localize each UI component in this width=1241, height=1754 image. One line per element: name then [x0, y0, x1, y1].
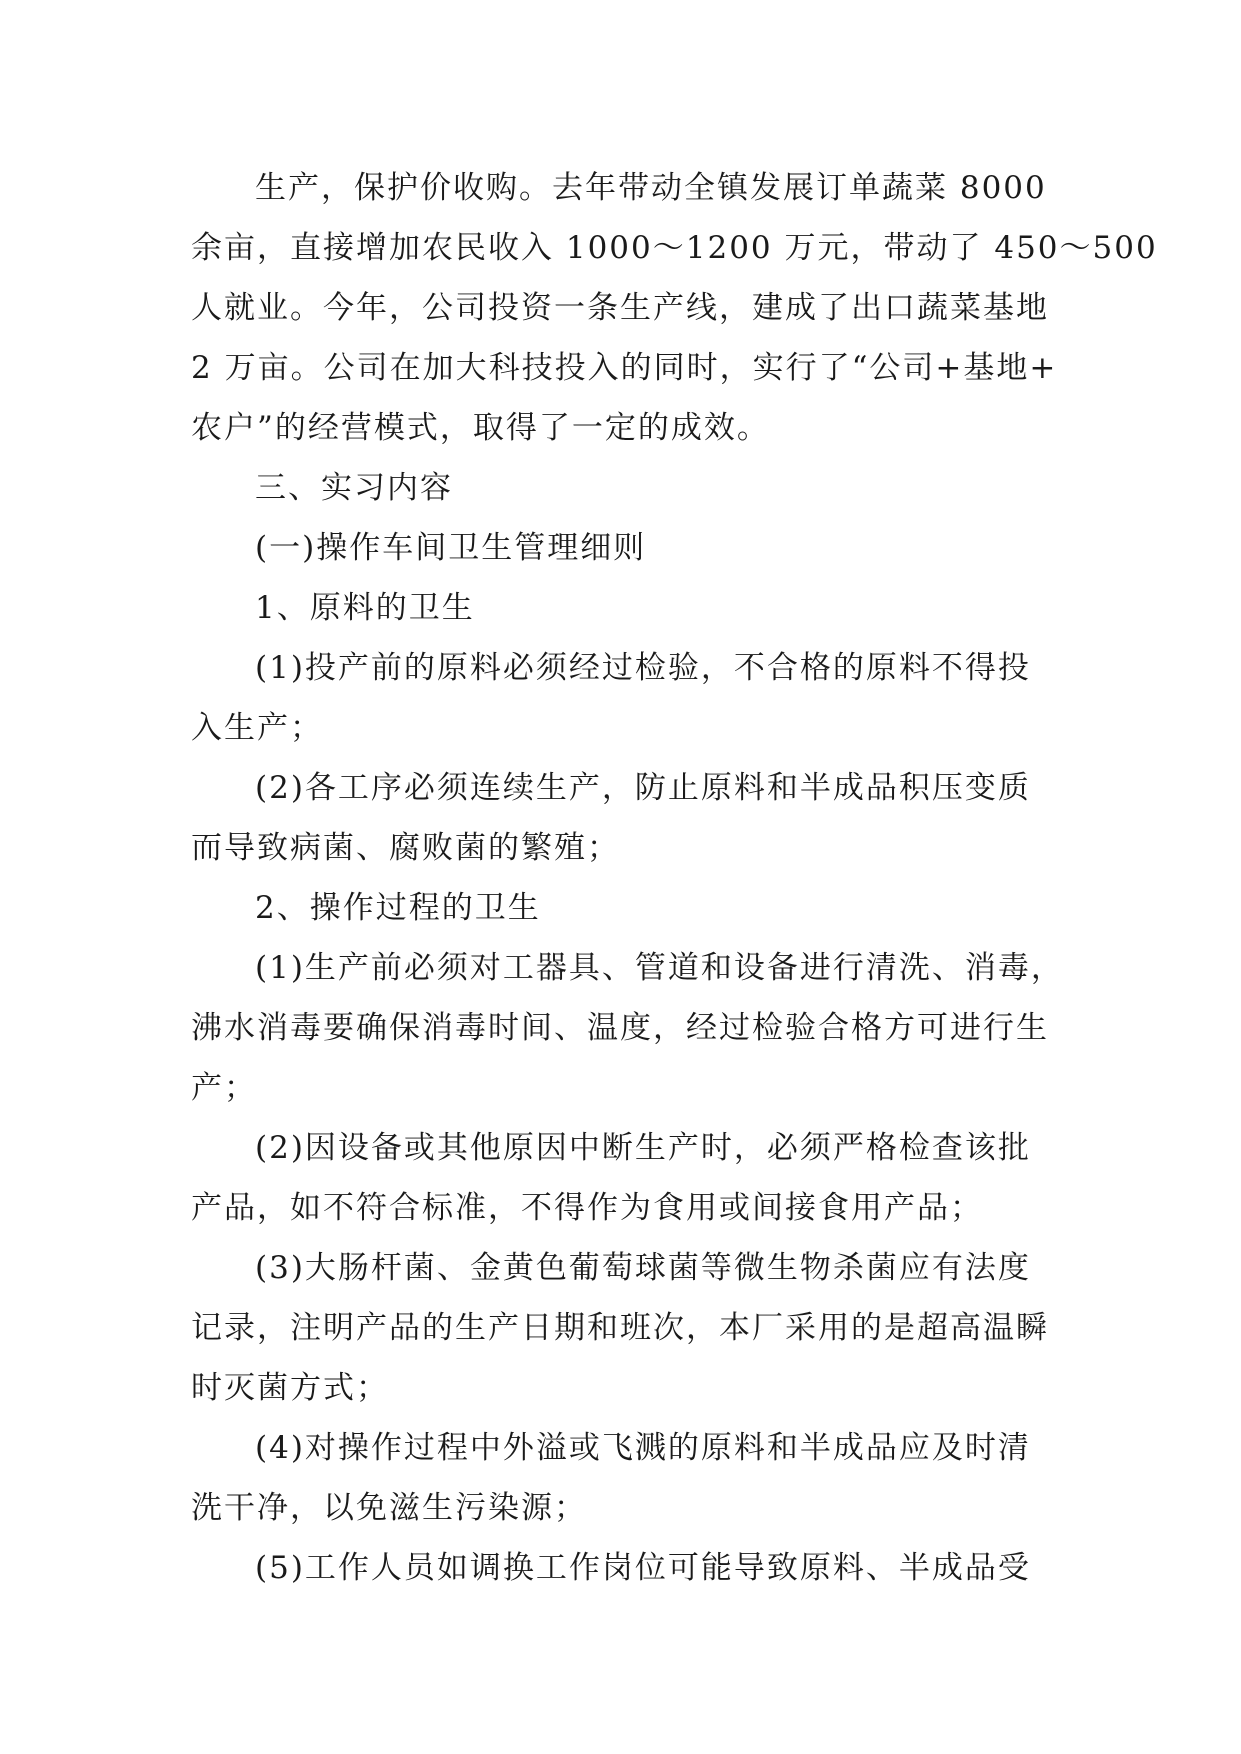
paragraph-line: 2 万亩。公司在加大科技投入的同时，实行了“公司+基地+: [191, 350, 1058, 386]
list-item-line: 而导致病菌、腐败菌的繁殖；: [191, 830, 620, 866]
paragraph-line: 农户”的经营模式，取得了一定的成效。: [191, 410, 770, 446]
list-item-line: (1)生产前必须对工器具、管道和设备进行清洗、消毒，: [255, 950, 1064, 986]
list-item-line: (3)大肠杆菌、金黄色葡萄球菌等微生物杀菌应有法度: [255, 1250, 1031, 1286]
list-item-line: (2)因设备或其他原因中断生产时，必须严格检查该批: [255, 1130, 1031, 1166]
list-item-line: (5)工作人员如调换工作岗位可能导致原料、半成品受: [255, 1550, 1031, 1586]
item-heading: 2、操作过程的卫生: [255, 890, 541, 926]
list-item-line: 入生产；: [191, 710, 323, 746]
paragraph-line: 余亩，直接增加农民收入 1000～1200 万元，带动了 450～500: [191, 230, 1158, 266]
paragraph-line: 生产，保护价收购。去年带动全镇发展订单蔬菜 8000: [255, 170, 1047, 206]
subsection-heading: (一)操作车间卫生管理细则: [255, 530, 647, 566]
list-item-line: 时灭菌方式；: [191, 1370, 389, 1406]
body-text: [191, 158, 1158, 1598]
paragraph-line: 人就业。今年，公司投资一条生产线，建成了出口蔬菜基地: [191, 290, 1049, 326]
list-item-line: (1)投产前的原料必须经过检验，不合格的原料不得投: [255, 650, 1031, 686]
list-item-line: 洗干净，以免滋生污染源；: [191, 1490, 587, 1526]
list-item-line: 记录，注明产品的生产日期和班次，本厂采用的是超高温瞬: [191, 1310, 1049, 1346]
list-item-line: 产；: [191, 1070, 257, 1106]
item-heading: 1、原料的卫生: [255, 590, 475, 626]
section-heading: 三、实习内容: [255, 470, 453, 506]
list-item-line: (2)各工序必须连续生产，防止原料和半成品积压变质: [255, 770, 1031, 806]
list-item-line: (4)对操作过程中外溢或飞溅的原料和半成品应及时清: [255, 1430, 1031, 1466]
list-item-line: 产品，如不符合标准，不得作为食用或间接食用产品；: [191, 1190, 983, 1226]
list-item-line: 沸水消毒要确保消毒时间、温度，经过检验合格方可进行生: [191, 1010, 1049, 1046]
